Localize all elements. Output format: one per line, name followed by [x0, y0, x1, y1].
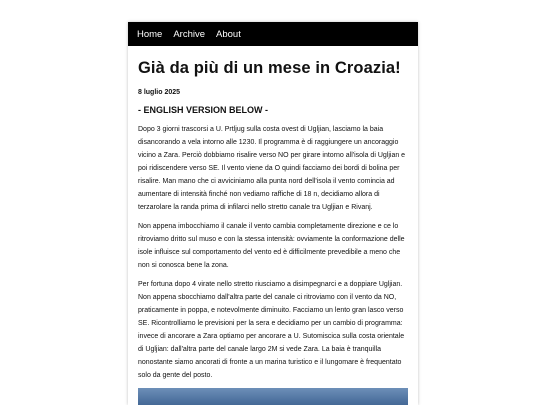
top-navbar	[128, 22, 418, 46]
post-photo	[138, 388, 408, 405]
post-date: 8 luglio 2025	[138, 88, 181, 96]
post-paragraph: Dopo 3 giorni trascorsi a U. Prtljug sulla costa ovest di Ugljian, lasciamo la baia disancorando a vela intorno alle 1230. Il programma è di raggiungere un ancoraggio vicino a Zara. Perciò dobbiamo risalire verso NO per girare intorno all'isola di Ugljian e poi ridiscendere verso SE. Il vento viene da O quindi facciamo dei bordi di bolina per risalire. Man mano che ci avviciniamo alla punta nord dell'isola il vento comincia ad aumentare di intensità finché non vediamo raffiche di 18 n, decidiamo allora di terzarolare la randa prima di infilarci nello stretto canale tra Ugljian e Rivanj.	[138, 125, 406, 211]
post-paragraph: Non appena imbocchiamo il canale il vento cambia completamente direzione e ce lo ritroviamo dritto sul muso e con la stessa intensità: ovviamente la conformazione delle isole influisce sul comportamento del vento ed è difficilmente prevedibile a meno che non si conosca bene la zona.	[138, 222, 405, 269]
nav-archive-link[interactable]: Archive	[173, 28, 206, 40]
nav-about-link[interactable]: About	[216, 28, 241, 40]
post-paragraph: Per fortuna dopo 4 virate nello stretto riusciamo a disimpegnarci e a doppiare Ugljian. Non appena sbocchiamo dall'altra parte del canale ci ritroviamo con il vento da NO, praticamente in poppa, e notevolmente diminuito. Facciamo un lento gran lasco verso SE. Ricontrolliamo le previsioni per la sera e decidiamo per un cambio di programma: invece di ancorare a Zara optiamo per ancorare a U. Sutomiscica sulla costa orientale di Ugljian: dall'altra parte del canale largo 2M si vede Zara. La baia è tranquilla nonostante siamo ancorati di fronte a un marina turistico e il lungomare è frequentato solo da gente del posto.	[138, 280, 405, 379]
english-version-note: - ENGLISH VERSION BELOW -	[138, 104, 269, 115]
nav-home-link[interactable]: Home	[137, 28, 163, 40]
blog-page	[128, 22, 418, 405]
post-title: Già da più di un mese in Croazia!	[138, 59, 401, 77]
post-article	[128, 46, 418, 405]
